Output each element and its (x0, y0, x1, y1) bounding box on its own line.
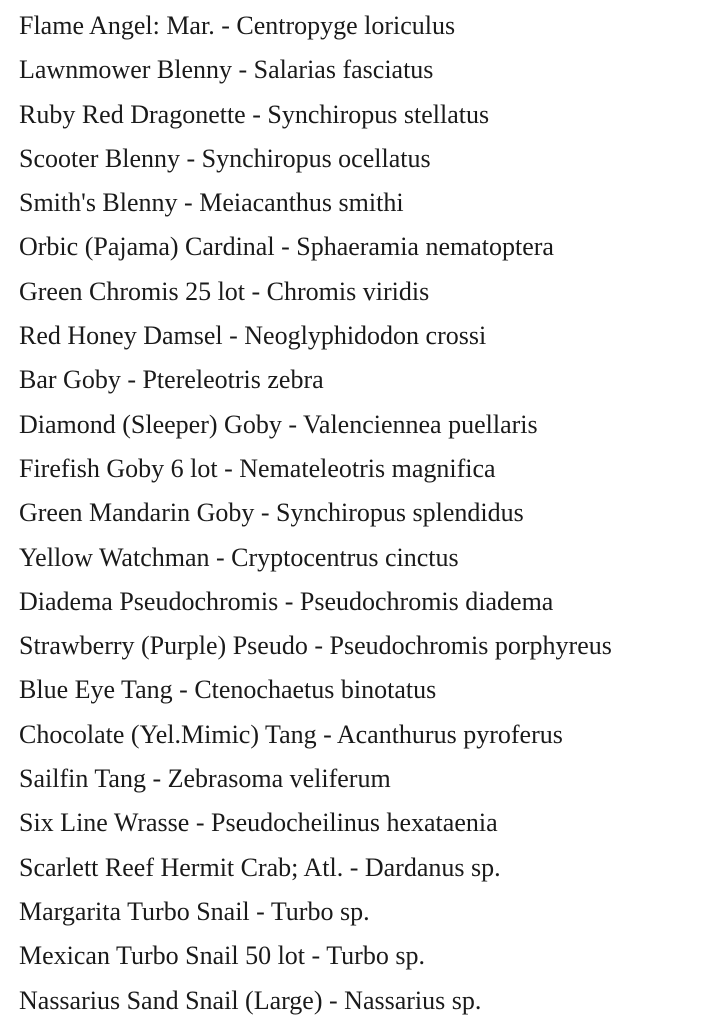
list-item: Scooter Blenny - Synchiropus ocellatus (19, 143, 431, 173)
list-item: Green Chromis 25 lot - Chromis viridis (19, 276, 430, 306)
list-item: Lawnmower Blenny - Salarias fasciatus (19, 55, 434, 85)
list-item: Chocolate (Yel.Mimic) Tang - Acanthurus pyroferus (19, 719, 563, 749)
list-item: Firefish Goby 6 lot - Nemateleotris magnifica (19, 453, 496, 483)
list-item: Red Honey Damsel - Neoglyphidodon crossi (19, 321, 487, 351)
list-item: Green Mandarin Goby - Synchiropus splendidus (19, 498, 524, 528)
list-item: Flame Angel: Mar. - Centropyge loriculus (19, 11, 456, 40)
list-item: Strawberry (Purple) Pseudo - Pseudochromis porphyreus (19, 631, 612, 661)
list-item: Orbic (Pajama) Cardinal - Sphaeramia nematoptera (19, 232, 554, 262)
list-item: Nassarius Sand Snail (Large) - Nassarius sp. (19, 985, 482, 1015)
list-item: Margarita Turbo Snail - Turbo sp. (19, 896, 370, 926)
list-item: Diadema Pseudochromis - Pseudochromis diadema (19, 586, 554, 616)
list-item: Six Line Wrasse - Pseudocheilinus hexataenia (19, 808, 498, 838)
list-item: Scarlett Reef Hermit Crab; Atl. - Dardanus sp. (19, 852, 501, 882)
list-item: Yellow Watchman - Cryptocentrus cinctus (19, 542, 459, 572)
list-item: Bar Goby - Ptereleotris zebra (19, 365, 324, 395)
list-item: Blue Eye Tang - Ctenochaetus binotatus (19, 675, 437, 705)
species-list (19, 4, 612, 1023)
list-item: Mexican Turbo Snail 50 lot - Turbo sp. (19, 941, 425, 971)
list-item: Diamond (Sleeper) Goby - Valenciennea puellaris (19, 409, 538, 439)
list-item: Smith's Blenny - Meiacanthus smithi (19, 188, 404, 218)
list-item: Sailfin Tang - Zebrasoma veliferum (19, 764, 391, 794)
list-item: Ruby Red Dragonette - Synchiropus stellatus (19, 99, 490, 129)
